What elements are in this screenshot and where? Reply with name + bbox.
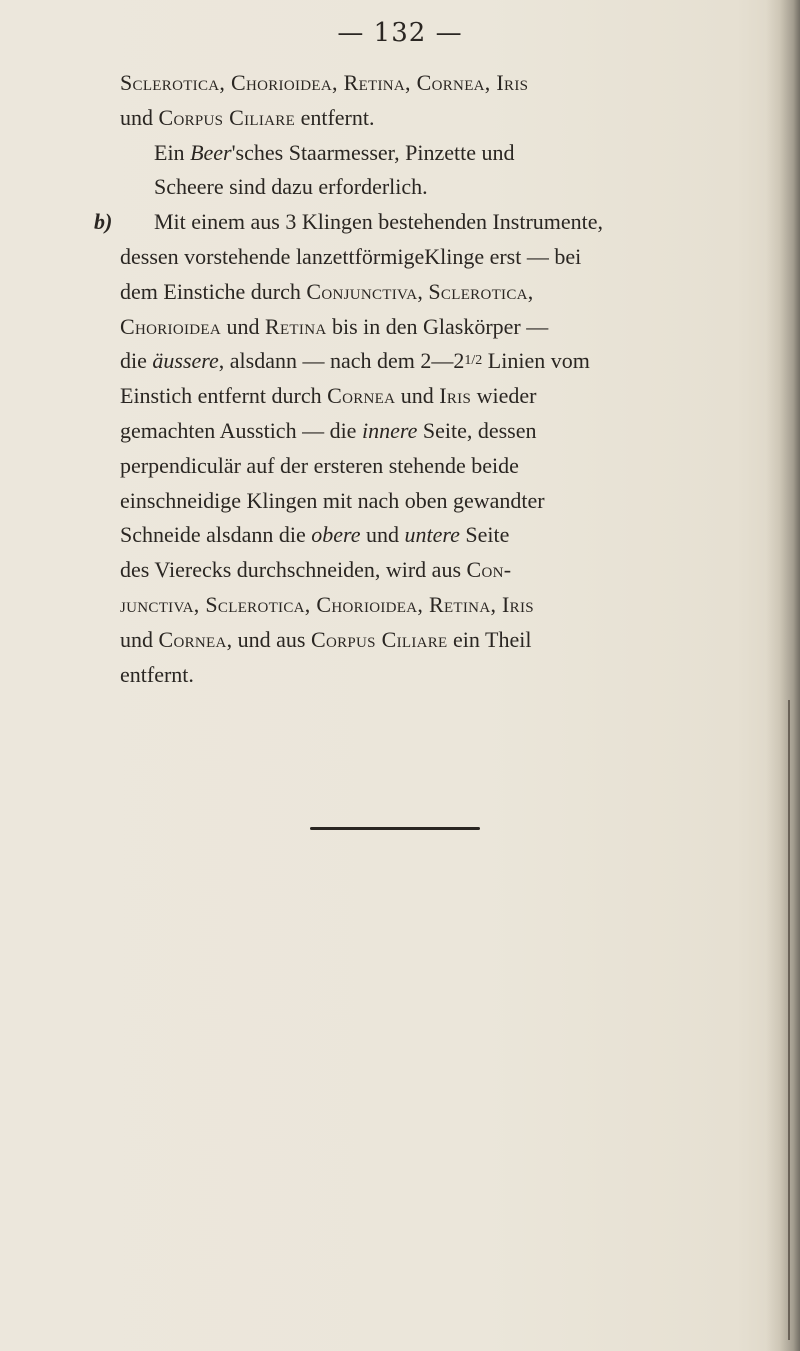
text-line-11: gemachten Ausstich — die innere Seite, dessen (120, 417, 537, 443)
text-line-6: dessen vorstehende lanzettförmigeKlinge erst — bei (120, 243, 582, 269)
list-marker-b: b) (94, 209, 113, 235)
text-line-8: Chorioidea und Retina bis in den Glaskörper — (120, 313, 549, 339)
text-line-2: und Corpus Ciliare entfernt. (120, 104, 375, 130)
text-line-12: perpendiculär auf der ersteren stehende beide (120, 452, 519, 478)
text-line-4: Scheere sind dazu erforderlich. (154, 174, 428, 200)
text-line-10: Einstich entfernt durch Cornea und Iris wieder (120, 383, 537, 409)
text-line-15: des Vierecks durchschneiden, wird aus Con- (120, 557, 512, 583)
text-line-9: die äussere, alsdann — nach dem 2—21/2 Linien vom (120, 348, 590, 374)
text-line-16: junctiva, Sclerotica, Chorioidea, Retina, Iris (120, 591, 534, 617)
page-edge-line (788, 700, 790, 1340)
text-line-5: b) Mit einem aus 3 Klingen bestehenden Instrumente, (120, 205, 755, 240)
body-text (94, 66, 755, 692)
text-line-3: Ein Beer'sches Staarmesser, Pinzette und (154, 139, 515, 165)
text-line-18: entfernt. (120, 661, 194, 687)
page-edge-shadow (766, 0, 800, 1351)
text-line-1: Sclerotica, Chorioidea, Retina, Cornea, Iris (120, 70, 529, 95)
text-line-14: Schneide alsdann die obere und untere Seite (120, 522, 510, 548)
text-line-13: einschneidige Klingen mit nach oben gewandter (120, 487, 545, 513)
text-line-17: und Cornea, und aus Corpus Ciliare ein Theil (120, 626, 532, 652)
page-number: — 132 — (337, 18, 463, 48)
text-line-7: dem Einstiche durch Conjunctiva, Sclerotica, (120, 278, 534, 304)
section-divider-rule (310, 827, 480, 830)
